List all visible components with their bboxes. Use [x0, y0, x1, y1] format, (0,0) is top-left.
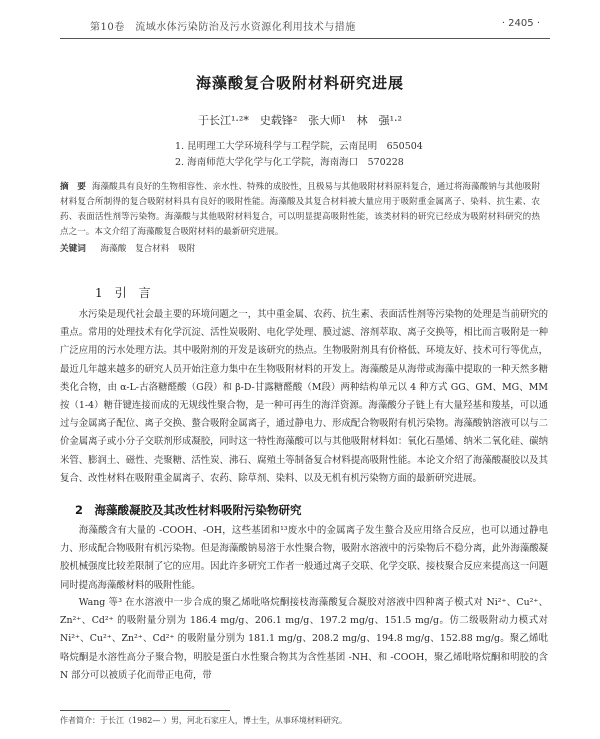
affiliation-1: 1. 昆明理工大学环境科学与工程学院，云南昆明 650504 [175, 141, 423, 152]
section-1-heading: 1 引 言 [95, 286, 151, 300]
keyword-item: 复合材料 [135, 244, 170, 254]
keywords [60, 242, 195, 254]
author-list: 于长江¹·²* 史载锋² 张大师¹ 林 强¹·² [198, 114, 402, 127]
abstract-text: 海藻酸具有良好的生物相容性、亲水性、特殊的成胶性，且极易与其他吸附材料原料复合，通过将海藻酸钠与其他吸附材料复合所制得的复合吸附材料具有良好的吸附性能。海藻酸及其复合材料被大量应用于吸附重金属离子、染料、抗生素、农药、表面活性剂等污染物。海藻酸与其他吸附材料复合，可以明显提高吸附性能，该类材料的研究已经成为吸附材料研究的热点之一。本文介绍了海藻酸复合吸附材料的最新研究进展。 [60, 182, 540, 237]
section-1-paragraph: 水污染是现代社会最主要的环境问题之一，其中重金属、农药、抗生素、表面活性剂等污染物的处理是当前研究的重点。常用的处理技术有化学沉淀、活性炭吸附、电化学处理、膜过滤、溶剂萃取、离子交换等，相比而言吸附是一种广泛应用的污水处理方法。其中吸附剂的开发是该研究的热点。生物吸附剂具有价格低、环境友好、技术可行等优点，最近几年越来越多的研究人员开始注意力集中在生物吸附材料的开发上。海藻酸是从海带或海藻中提取的一种天然多糖类化合物，由 α-L-古洛糖醛酸（G段）和 β-D-甘露糖醛酸（M段）两种结构单元以 4 种方式 GG、GM、MG、MM 按（1-4）糖苷键连接而成的无规线性聚合物，是一种可再生的海洋资源。海藻酸分子链上有大量羟基和羧基，可以通过与金属离子配位、离子交换、螯合吸附金属离子，通过静电力、形成配合物吸附有机污染物。海藻酸钠溶液可以与二价金属离子或小分子交联剂形成凝胶，同时这一特性海藻酸可以与其他吸附材料如：氧化石墨烯、纳米二氧化硅、碳纳米管、膨润土、磁性、壳聚糖、活性炭、沸石、腐殖土等制备复合材料提高吸附性能。本论文介绍了海藻酸凝胶以及其复合、改性材料在吸附重金属离子、农药、除草剂、染料、以及无机有机污染物方面的最新研究进展。 [60, 309, 548, 484]
paper-title: 海藻酸复合吸附材料研究进展 [195, 74, 404, 92]
abstract-label: 摘 要 [60, 182, 86, 192]
keyword-item: 吸附 [178, 244, 196, 254]
affiliation-2: 2. 海南师范大学化学与化工学院，海南海口 570228 [175, 157, 404, 168]
keywords-label: 关键词 [60, 244, 86, 254]
header-rule [60, 38, 550, 39]
author-footnote: 作者简介：于长江（1982— ）男，河北石家庄人，博士生，从事环境材料研究。 [60, 716, 347, 725]
keyword-item: 海藻酸 [100, 244, 127, 254]
section-2-paragraph-1: 海藻酸含有大量的 -COOH、-OH，这些基团和¹³废水中的金属离子发生螯合及应用络合反应，也可以通过静电力、形成配合物吸附有机污染物。但是海藻酸钠易溶于水性聚合物，吸附水溶液中的污染物后不稳分离，此外海藻酸凝胶机械强度比较差限制了它的应用。因此许多研究工作者一般通过离子交联、化学交联、接枝聚合反应来提高这一问题同时提高海藻酸材料的吸附性能。 [60, 525, 548, 591]
running-header [90, 18, 540, 34]
footnote-rule [60, 710, 230, 711]
section-2-heading: 2 海藻酸凝胶及其改性材料吸附污染物研究 [75, 503, 302, 517]
section-2-paragraph-2: Wang 等³ 在水溶液中一步合成的聚乙烯吡咯烷酮接枝海藻酸复合凝胶对溶液中四种离子模式对 Ni²⁺、Cu²⁺、Zn²⁺、Cd²⁺ 的吸附量分别为 186.4 mg/g、206.1 mg/g、197.2 mg/g、151.5 mg/g。仿二级吸附动力模式对 Ni²⁺、Cu²⁺、Zn²⁺、Cd²⁺ 的吸附量分别为 181.1 mg/g、208.2 mg/g、194.8 mg/g、152.88 mg/g。聚乙烯吡咯烷酮是水溶性高分子聚合物，明胶是蛋白水性聚合物其为含性基团 -NH、和 -COOH，聚乙烯吡咯烷酮和明胶的含 N 部分可以被质子化而带正电荷，带 [60, 597, 548, 681]
journal-header: 第10卷 流域水体污染防治及污水资源化利用技术与措施 [90, 22, 356, 33]
page-number: · 2405 · [501, 18, 540, 29]
abstract [60, 180, 540, 240]
